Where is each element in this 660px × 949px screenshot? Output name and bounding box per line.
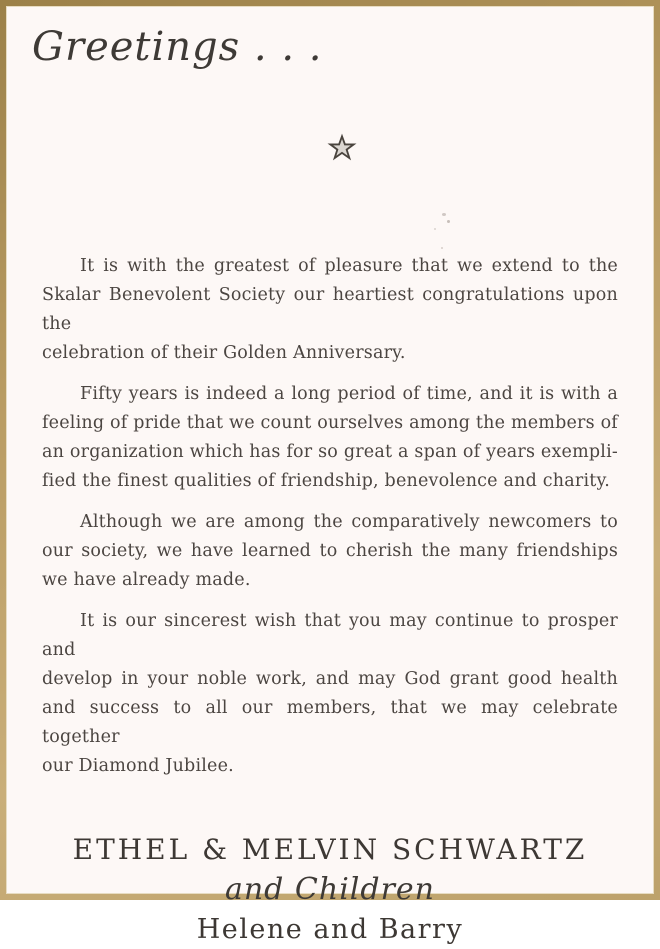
letter-line: develop in your noble work, and may God grant good health <box>42 669 618 689</box>
scan-speck <box>434 228 436 230</box>
letter-line: feeling of pride that we count ourselves among the members of <box>42 413 618 433</box>
letter-paragraph <box>42 607 618 781</box>
letter-paragraph <box>42 252 618 368</box>
letter-paragraph <box>42 380 618 496</box>
letter-line: our society, we have learned to cherish the many friendships <box>42 541 618 561</box>
letter-line: our Diamond Jubilee. <box>42 756 234 776</box>
letter-line: Fifty years is indeed a long period of time, and it is with a <box>80 384 618 404</box>
letter-line: and success to all our members, that we may celebrate together <box>42 698 618 747</box>
letter-line: fied the finest qualities of friendship, benevolence and charity. <box>42 471 610 491</box>
greeting-heading: Greetings . . . <box>32 24 323 70</box>
letter-line: It is with the greatest of pleasure that we extend to the <box>80 256 618 276</box>
signature-children: Helene and Barry <box>196 914 464 945</box>
signature-names: ETHEL & MELVIN SCHWARTZ <box>72 833 588 866</box>
signature-block <box>6 831 654 949</box>
signature-tagline: and Children <box>224 872 436 907</box>
scan-speck <box>441 247 443 249</box>
letter-line: Although we are among the comparatively newcomers to <box>80 512 618 532</box>
letter-line: we have already made. <box>42 570 251 590</box>
scan-speck <box>442 213 446 216</box>
star-icon <box>329 134 355 162</box>
letter-line: an organization which has for so great a span of years exempli- <box>42 442 618 462</box>
letter-body <box>42 252 618 781</box>
scan-speck <box>447 220 450 223</box>
letter-line: celebration of their Golden Anniversary. <box>42 343 406 363</box>
star-decoration-row <box>6 134 654 166</box>
letter-line: Skalar Benevolent Society our heartiest congratulations upon the <box>42 285 618 334</box>
letter-paragraph <box>42 508 618 595</box>
letter-line: It is our sincerest wish that you may continue to prosper and <box>42 611 618 660</box>
